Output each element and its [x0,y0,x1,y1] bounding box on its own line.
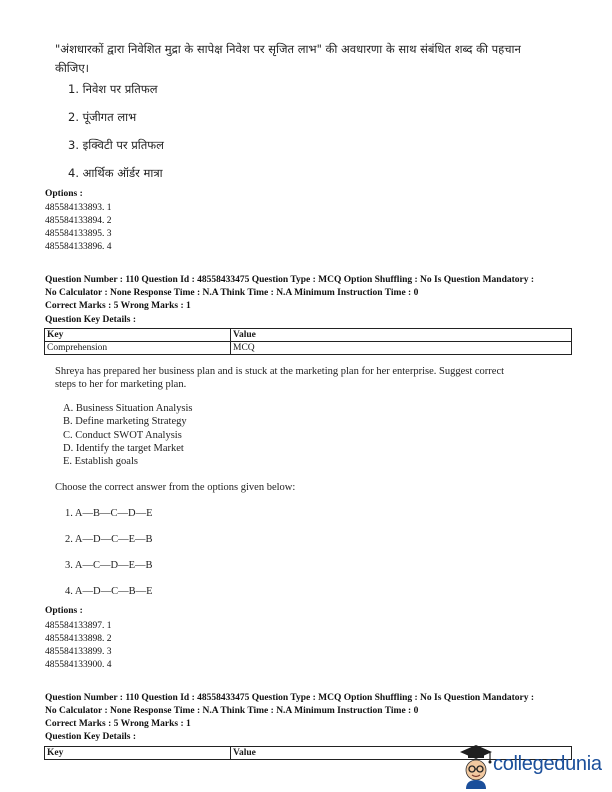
q1-option-id-4: 485584133896. 4 [45,242,112,252]
q3-meta-line-2: No Calculator : None Response Time : N.A Think Time : N.A Minimum Instruction Time : 0 [45,706,419,716]
q2-text-line-1: Shreya has prepared her business plan and is stuck at the marketing plan for her enterprise. Suggest correct [55,366,505,377]
q1-option-3: 3. इक्विटी पर प्रतिफल [68,138,164,152]
table-row [45,329,572,342]
table-header-value: Value [231,329,572,342]
q2-key-table [44,328,572,355]
q2-statement-e: E. Establish goals [63,456,138,467]
q2-text-line-2: steps to her for marketing plan. [55,379,187,390]
q1-option-id-1: 485584133893. 1 [45,203,112,213]
q2-options-heading: Options : [45,606,83,616]
q3-key-details-heading: Question Key Details : [45,732,137,742]
q2-meta-line-1: Question Number : 110 Question Id : 48558433475 Question Type : MCQ Option Shuffling : No Is Question Mandatory : [45,275,535,285]
q2-statement-b: B. Define marketing Strategy [63,416,187,427]
logo-text: collegedunia [493,753,602,775]
q2-statement-c: C. Conduct SWOT Analysis [63,430,182,441]
table-header-key: Key [45,329,231,342]
table-cell-key: Comprehension [45,342,231,355]
table-header-key: Key [45,747,231,760]
q2-option-4: 4. A—D—C—B—E [65,586,153,597]
q2-marks: Correct Marks : 5 Wrong Marks : 1 [45,301,191,311]
q2-option-id-3: 485584133899. 3 [45,647,112,657]
q2-option-id-2: 485584133898. 2 [45,634,112,644]
collegedunia-logo [458,743,612,789]
q1-option-4: 4. आर्थिक ऑर्डर मात्रा [68,166,163,180]
q1-option-id-2: 485584133894. 2 [45,216,112,226]
table-cell-value: MCQ [231,342,572,355]
q2-meta-line-2: No Calculator : None Response Time : N.A Think Time : N.A Minimum Instruction Time : 0 [45,288,419,298]
q2-statement-d: D. Identify the target Market [63,443,184,454]
q1-option-2: 2. पूंजीगत लाभ [68,110,137,124]
question-1-text: "अंशधारकों द्वारा निवेशित मुद्रा के सापेक्ष निवेश पर सृजित लाभ" की अवधारणा के साथ संबंधित शब्द की पहचान कीजिए। [55,42,521,75]
q2-option-1: 1. A—B—C—D—E [65,508,153,519]
q2-statement-a: A. Business Situation Analysis [63,403,193,414]
q2-option-id-4: 485584133900. 4 [45,660,112,670]
q2-option-id-1: 485584133897. 1 [45,621,112,631]
q2-option-3: 3. A—C—D—E—B [65,560,153,571]
q1-option-id-3: 485584133895. 3 [45,229,112,239]
q1-options-heading: Options : [45,189,83,199]
q1-option-1: 1. निवेश पर प्रतिफल [68,82,158,96]
q3-meta-line-1: Question Number : 110 Question Id : 48558433475 Question Type : MCQ Option Shuffling : No Is Question Mandatory : [45,693,535,703]
q3-marks: Correct Marks : 5 Wrong Marks : 1 [45,719,191,729]
q2-choose-instruction: Choose the correct answer from the options given below: [55,482,296,493]
q2-key-details-heading: Question Key Details : [45,315,137,325]
graduate-mascot-icon [458,743,494,789]
table-header-value: Value [231,747,572,760]
q2-option-2: 2. A—D—C—E—B [65,534,153,545]
table-row [45,342,572,355]
